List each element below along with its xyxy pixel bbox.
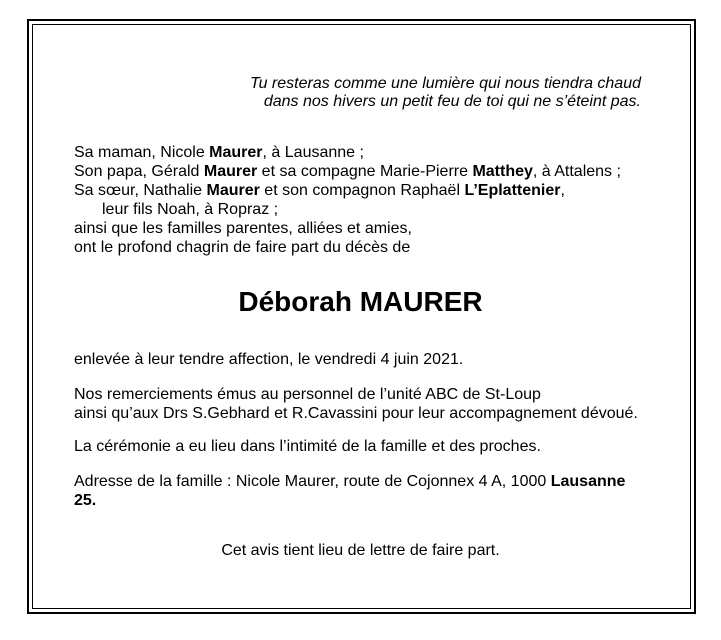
ceremony-text: La cérémonie a eu lieu dans l’intimité de la famille et des proches. [74, 438, 541, 455]
family-father [74, 162, 654, 181]
father-location: , à Attalens ; [532, 163, 621, 180]
address-city: Lausanne [550, 473, 626, 490]
sister-text: Sa sœur, Nathalie [74, 182, 207, 199]
footer-notice: Cet avis tient lieu de lettre de faire part. [221, 542, 500, 559]
family-relatives: ainsi que les familles parentes, alliées et amies, [74, 220, 412, 237]
father-partner-surname: Matthey [472, 163, 533, 180]
family-nephew: leur fils Noah, à Ropraz ; [102, 201, 279, 218]
family-announcement: ont le profond chagrin de faire part du décès de [74, 239, 411, 256]
father-surname: Maurer [203, 163, 258, 180]
father-partner-text: et sa compagne Marie-Pierre [257, 163, 473, 180]
quote-line-2: dans nos hivers un petit feu de toi qui ne s’éteint pas. [263, 93, 641, 110]
family-sister [74, 181, 654, 200]
address-line-2: 25. [74, 492, 97, 509]
family-mother [74, 143, 654, 162]
sister-partner-text: et son compagnon Raphaël [259, 182, 465, 199]
epigraph-quote [81, 75, 641, 111]
quote-line-1: Tu resteras comme une lumière qui nous tiendra chaud [249, 75, 641, 92]
sister-surname: Maurer [206, 182, 260, 199]
mother-text: Sa maman, Nicole [74, 144, 210, 161]
mother-surname: Maurer [209, 144, 263, 161]
mother-location: , à Lausanne ; [262, 144, 364, 161]
ceremony-paragraph [74, 437, 654, 456]
thanks-line-1: Nos remerciements émus au personnel de l’unité ABC de St-Loup [74, 386, 541, 403]
address-paragraph [74, 472, 654, 510]
passing-paragraph [74, 350, 654, 369]
address-line-1 [74, 472, 654, 491]
deceased-name: Déborah MAURER [238, 286, 483, 317]
passing-text: enlevée à leur tendre affection, le vendredi 4 juin 2021. [74, 351, 464, 368]
father-text: Son papa, Gérald [74, 163, 204, 180]
thanks-paragraph [74, 385, 654, 423]
thanks-line-2: ainsi qu’aux Drs S.Gebhard et R.Cavassini pour leur accompagnement dévoué. [74, 405, 638, 422]
sister-post: , [560, 182, 565, 199]
family-list [74, 143, 654, 257]
address-text: Adresse de la famille : Nicole Maurer, route de Cojonnex 4 A, 1000 [74, 473, 551, 490]
sister-partner-surname: L’Eplattenier [464, 182, 561, 199]
